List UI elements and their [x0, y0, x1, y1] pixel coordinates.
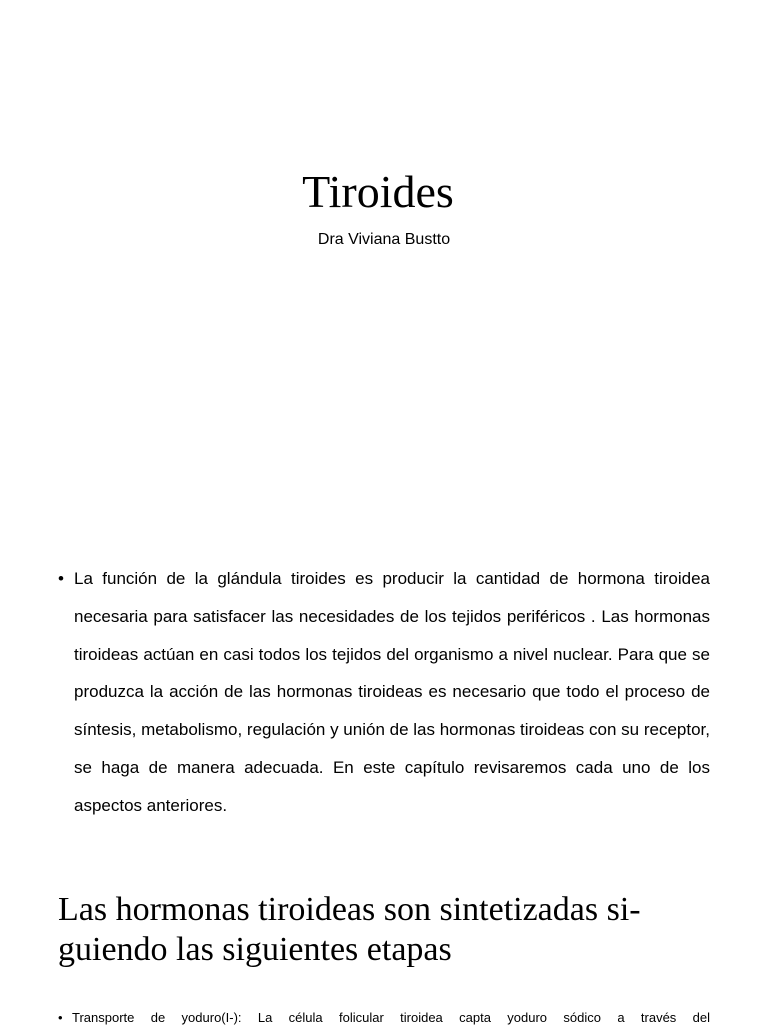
document-title: Tiroides: [302, 166, 454, 217]
bullet-paragraph-iodide-transport: [58, 1008, 710, 1028]
bullet-icon: •: [58, 1010, 63, 1025]
bullet-icon: •: [58, 569, 64, 588]
paragraph-text: La función de la glándula tiroides es producir la cantidad de hormona tiroidea necesaria para satisfacer las necesidades de los tejidos periféricos . Las hormonas tiroideas actúan en casi todos los tejidos del organismo a nivel nuclear. Para que se produzca la acción de las hormonas tiroideas es necesario que todo el proceso de síntesis, metabolismo, regulación y unión de las hormonas tiroideas con su receptor, se haga de manera adecuada. En este capítulo revisaremos cada uno de los aspectos anteriores.: [74, 569, 710, 815]
bullet-paragraph-thyroid-function: [58, 560, 710, 825]
author-name: Dra Viviana Bustto: [317, 231, 451, 248]
section-heading: Las hormonas tiroideas son sintetizadas si-guiendo las siguientes etapas: [58, 891, 641, 968]
paragraph-text: Transporte de yoduro(I-): La célula folicular tiroidea capta yoduro sódico a través del: [72, 1010, 710, 1025]
